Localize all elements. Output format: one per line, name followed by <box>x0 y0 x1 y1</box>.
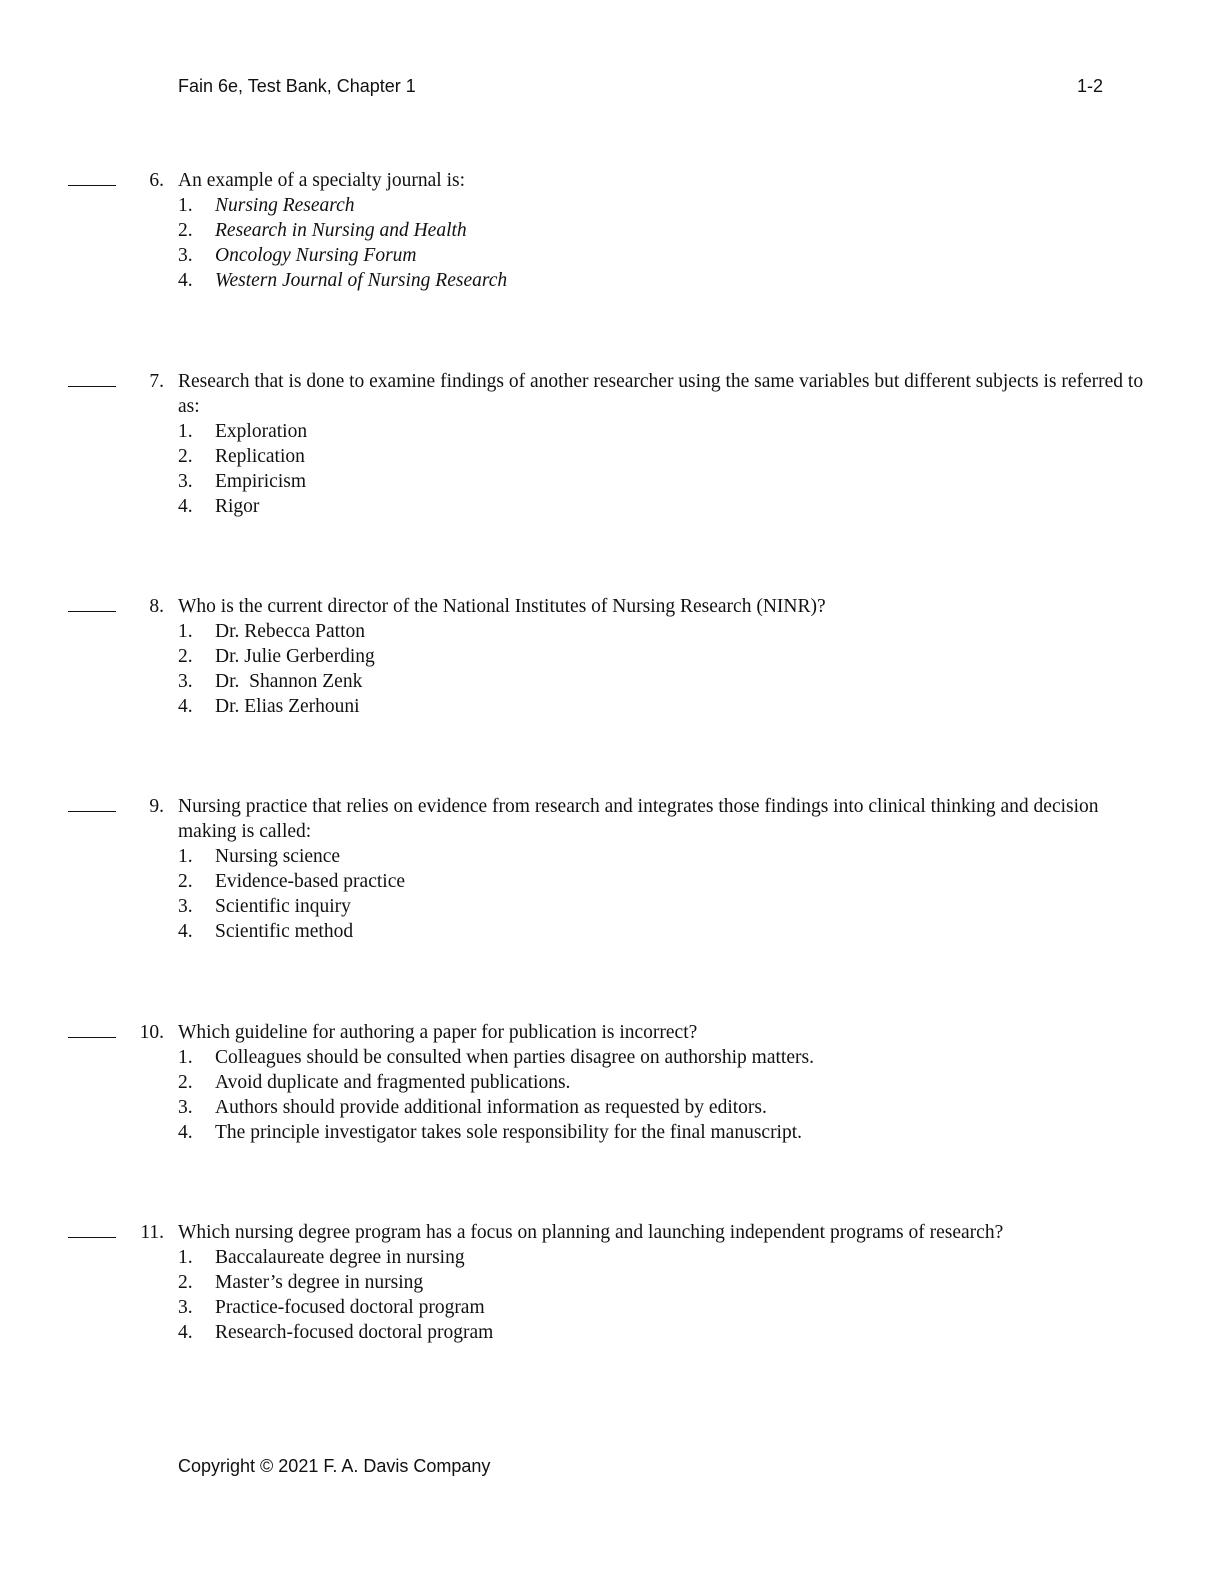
option-text: Research-focused doctoral program <box>215 1322 494 1343</box>
option-number: 2. <box>178 446 193 467</box>
question-number: 11. <box>140 1222 164 1243</box>
option-text: Exploration <box>215 421 308 442</box>
answer-option <box>178 844 1138 869</box>
answer-option <box>178 494 1138 519</box>
option-number: 1. <box>178 195 193 216</box>
option-text: Western Journal of Nursing Research <box>215 270 508 291</box>
option-number: 4. <box>178 921 193 942</box>
answer-option <box>178 669 1138 694</box>
option-number: 4. <box>178 1122 193 1143</box>
page-header-title: Fain 6e, Test Bank, Chapter 1 <box>178 76 416 96</box>
answer-options <box>178 419 1138 519</box>
answer-option <box>178 419 1138 444</box>
option-number: 2. <box>178 646 193 667</box>
option-text: Master’s degree in nursing <box>215 1272 424 1293</box>
option-number: 1. <box>178 421 193 442</box>
page-number: 1-2 <box>1077 76 1104 96</box>
option-text: Baccalaureate degree in nursing <box>215 1247 465 1268</box>
question-number: 6. <box>149 170 164 191</box>
answer-option <box>178 193 1138 218</box>
answer-options <box>178 193 1138 293</box>
question-stem: Which guideline for authoring a paper for publication is incorrect? <box>178 1022 698 1043</box>
question-number: 8. <box>149 596 164 617</box>
option-number: 4. <box>178 696 193 717</box>
question-stem: Which nursing degree program has a focus on planning and launching independent programs of research? <box>178 1222 1004 1243</box>
option-text: Avoid duplicate and fragmented publications. <box>215 1072 571 1093</box>
answer-option <box>178 1320 1138 1345</box>
option-number: 3. <box>178 1297 193 1318</box>
answer-option <box>178 919 1138 944</box>
question-stem: An example of a specialty journal is: <box>178 170 465 191</box>
option-number: 2. <box>178 871 193 892</box>
option-text: Dr. Rebecca Patton <box>215 621 365 642</box>
option-number: 2. <box>178 1072 193 1093</box>
answer-option <box>178 869 1138 894</box>
answer-blank <box>68 386 116 387</box>
option-text: Oncology Nursing Forum <box>215 245 417 266</box>
option-text: Colleagues should be consulted when parties disagree on authorship matters. <box>215 1047 814 1068</box>
answer-option <box>178 644 1138 669</box>
option-text: Nursing Research <box>215 195 355 216</box>
option-text: Authors should provide additional information as requested by editors. <box>215 1097 767 1118</box>
option-text: Empiricism <box>215 471 306 492</box>
question-stem: Who is the current director of the National Institutes of Nursing Research (NINR)? <box>178 596 826 617</box>
option-text: Rigor <box>215 496 260 517</box>
answer-options <box>178 844 1138 944</box>
question-number: 10. <box>139 1022 164 1043</box>
option-number: 3. <box>178 896 193 917</box>
answer-option <box>178 1095 1138 1120</box>
option-number: 2. <box>178 220 193 241</box>
answer-options <box>178 619 1138 719</box>
option-number: 3. <box>178 471 193 492</box>
option-number: 1. <box>178 1047 193 1068</box>
answer-option <box>178 444 1138 469</box>
answer-option <box>178 619 1138 644</box>
answer-option <box>178 1245 1138 1270</box>
option-number: 3. <box>178 1097 193 1118</box>
option-number: 2. <box>178 1272 193 1293</box>
option-text: Replication <box>215 446 305 467</box>
option-text: Dr. Shannon Zenk <box>215 671 363 692</box>
option-number: 1. <box>178 621 193 642</box>
option-text: Evidence-based practice <box>215 871 406 892</box>
answer-blank <box>68 1037 116 1038</box>
option-text: Nursing science <box>215 846 341 867</box>
answer-options <box>178 1045 1138 1145</box>
option-number: 1. <box>178 1247 193 1268</box>
answer-option <box>178 1070 1138 1095</box>
answer-blank <box>68 611 116 612</box>
answer-blank <box>68 185 116 186</box>
option-text: Scientific inquiry <box>215 896 351 917</box>
question-stem: Research that is done to examine findings of another researcher using the same variables but different subjects is referred to as: <box>178 371 1144 417</box>
option-number: 3. <box>178 245 193 266</box>
question-number: 7. <box>149 371 164 392</box>
answer-blank <box>68 1237 116 1238</box>
answer-blank <box>68 811 116 812</box>
option-number: 4. <box>178 270 193 291</box>
answer-option <box>178 218 1138 243</box>
answer-options <box>178 1245 1138 1345</box>
answer-option <box>178 469 1138 494</box>
answer-option <box>178 1045 1138 1070</box>
question-number: 9. <box>149 796 164 817</box>
copyright-footer: Copyright © 2021 F. A. Davis Company <box>178 1456 491 1476</box>
answer-option <box>178 894 1138 919</box>
question-stem: Nursing practice that relies on evidence from research and integrates those findings into clinical thinking and decision making is called: <box>178 796 1099 842</box>
option-number: 1. <box>178 846 193 867</box>
option-text: Dr. Elias Zerhouni <box>215 696 360 717</box>
option-text: Scientific method <box>215 921 354 942</box>
option-text: The principle investigator takes sole responsibility for the final manuscript. <box>215 1122 803 1143</box>
answer-option <box>178 268 1138 293</box>
option-number: 4. <box>178 1322 193 1343</box>
option-number: 3. <box>178 671 193 692</box>
option-text: Research in Nursing and Health <box>215 220 467 241</box>
answer-option <box>178 1295 1138 1320</box>
option-text: Practice-focused doctoral program <box>215 1297 485 1318</box>
answer-option <box>178 1270 1138 1295</box>
option-number: 4. <box>178 496 193 517</box>
answer-option <box>178 694 1138 719</box>
answer-option <box>178 243 1138 268</box>
option-text: Dr. Julie Gerberding <box>215 646 375 667</box>
answer-option <box>178 1120 1138 1145</box>
